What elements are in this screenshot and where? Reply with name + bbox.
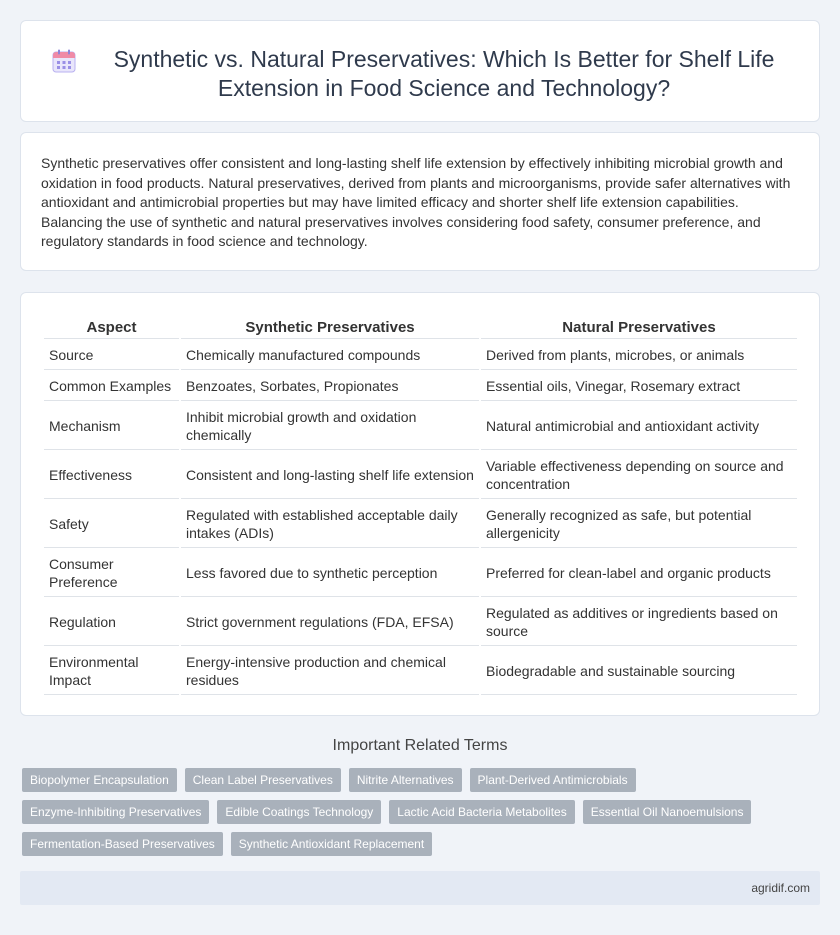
related-term-tag[interactable]: Plant-Derived Antimicrobials	[470, 768, 636, 792]
cell-natural: Regulated as additives or ingredients based on source	[481, 599, 797, 646]
footer	[20, 871, 820, 905]
cell-natural: Natural antimicrobial and antioxidant activity	[481, 403, 797, 450]
related-term-tag[interactable]: Enzyme-Inhibiting Preservatives	[22, 800, 209, 824]
header-natural: Natural Preservatives	[481, 315, 797, 339]
header-synthetic: Synthetic Preservatives	[181, 315, 479, 339]
related-term-tag[interactable]: Essential Oil Nanoemulsions	[583, 800, 752, 824]
cell-aspect: Source	[44, 341, 179, 370]
table-header-row	[44, 315, 797, 339]
table-row	[44, 452, 797, 499]
cell-natural: Generally recognized as safe, but potential allergenicity	[481, 501, 797, 548]
related-term-tag[interactable]: Fermentation-Based Preservatives	[22, 832, 223, 856]
table-row	[44, 501, 797, 548]
related-terms-list	[22, 768, 782, 856]
table-row	[44, 341, 797, 370]
related-term-tag[interactable]: Nitrite Alternatives	[349, 768, 462, 792]
cell-synthetic: Benzoates, Sorbates, Propionates	[181, 372, 479, 401]
cell-aspect: Environmental Impact	[44, 648, 179, 695]
related-term-tag[interactable]: Biopolymer Encapsulation	[22, 768, 177, 792]
page-title: Synthetic vs. Natural Preservatives: Which Is Better for Shelf Life Extension in Food Science and Technology?	[113, 46, 775, 101]
title-card	[20, 20, 820, 122]
cell-aspect: Safety	[44, 501, 179, 548]
comparison-card	[20, 292, 820, 716]
header-aspect: Aspect	[44, 315, 179, 339]
table-row	[44, 599, 797, 646]
table-row	[44, 648, 797, 695]
related-term-tag[interactable]: Clean Label Preservatives	[185, 768, 341, 792]
intro-paragraph: Synthetic preservatives offer consistent and long-lasting shelf life extension by effectively inhibiting microbial growth and oxidation in food products. Natural preservatives, derived from plants and microorganisms, provide safer alternatives with antioxidant and antimicrobial properties but may have limited efficacy and shorter shelf life extension capabilities. Balancing the use of synthetic and natural preservatives involves considering food safety, consumer preference, and regulatory standards in food science and technology.	[41, 155, 791, 250]
related-term-tag[interactable]: Lactic Acid Bacteria Metabolites	[389, 800, 574, 824]
cell-synthetic: Energy-intensive production and chemical residues	[181, 648, 479, 695]
related-term-tag[interactable]: Edible Coatings Technology	[217, 800, 381, 824]
cell-synthetic: Strict government regulations (FDA, EFSA)	[181, 599, 479, 646]
cell-synthetic: Less favored due to synthetic perception	[181, 550, 479, 597]
cell-synthetic: Chemically manufactured compounds	[181, 341, 479, 370]
cell-aspect: Effectiveness	[44, 452, 179, 499]
cell-natural: Essential oils, Vinegar, Rosemary extract	[481, 372, 797, 401]
cell-natural: Variable effectiveness depending on source and concentration	[481, 452, 797, 499]
cell-natural: Derived from plants, microbes, or animals	[481, 341, 797, 370]
intro-card	[20, 132, 820, 271]
cell-aspect: Mechanism	[44, 403, 179, 450]
cell-synthetic: Regulated with established acceptable daily intakes (ADIs)	[181, 501, 479, 548]
cell-synthetic: Inhibit microbial growth and oxidation chemically	[181, 403, 479, 450]
cell-synthetic: Consistent and long-lasting shelf life extension	[181, 452, 479, 499]
cell-aspect: Consumer Preference	[44, 550, 179, 597]
calendar-icon	[51, 48, 77, 74]
related-terms-heading: Important Related Terms	[332, 737, 508, 754]
comparison-table	[42, 313, 799, 697]
related-term-tag[interactable]: Synthetic Antioxidant Replacement	[231, 832, 432, 856]
cell-aspect: Regulation	[44, 599, 179, 646]
table-row	[44, 403, 797, 450]
cell-aspect: Common Examples	[44, 372, 179, 401]
cell-natural: Preferred for clean-label and organic products	[481, 550, 797, 597]
table-row	[44, 372, 797, 401]
footer-site-link[interactable]: agridif.com	[751, 881, 810, 895]
table-row	[44, 550, 797, 597]
cell-natural: Biodegradable and sustainable sourcing	[481, 648, 797, 695]
